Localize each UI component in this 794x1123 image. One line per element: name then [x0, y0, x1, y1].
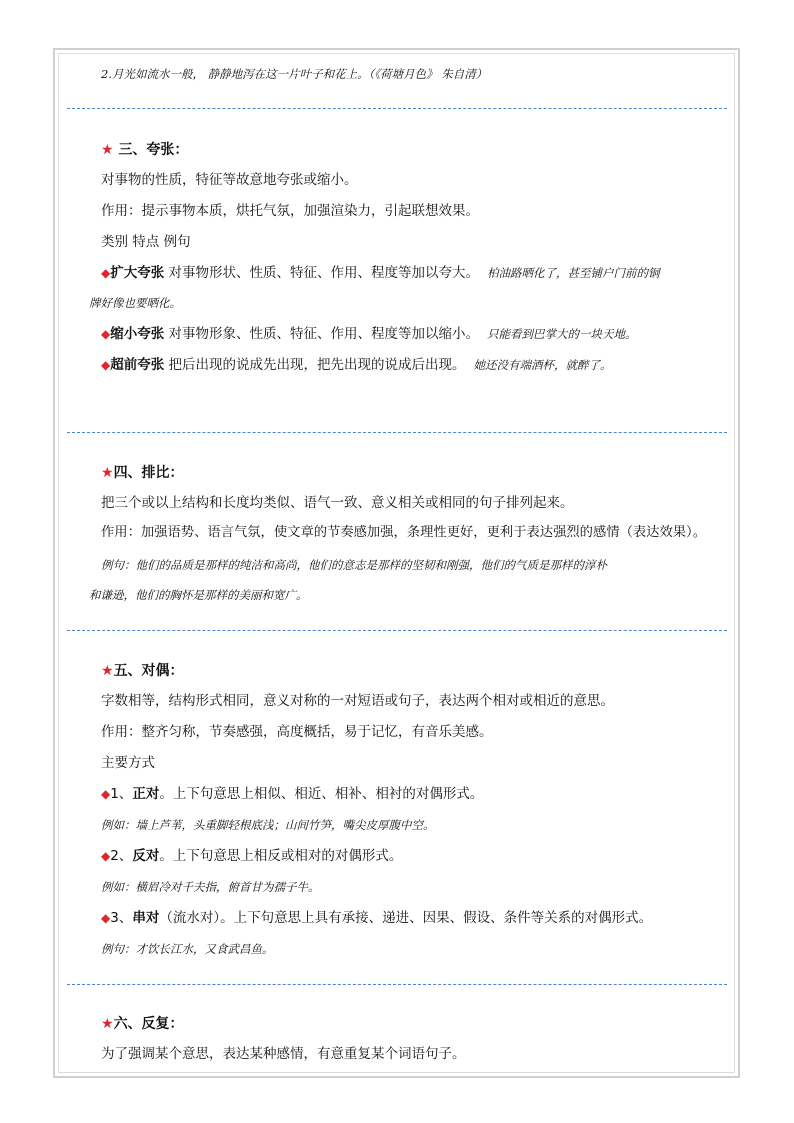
item-desc: 把后出现的说成先出现，把先出现的说成后出现。: [164, 357, 466, 373]
item-desc: 。上下句意思上相似、相近、相补、相衬的对偶形式。: [159, 786, 484, 802]
parallelism-title: 四、排比：: [113, 465, 184, 481]
section-title-repetition: [101, 1014, 184, 1034]
section-title-parallelism: [101, 463, 184, 483]
item-number: 1、: [110, 786, 133, 802]
diamond-bullet-icon: ◆: [101, 849, 111, 863]
item-name: 超前夸张: [110, 357, 165, 373]
parallelism-example: 例句：他们的品质是那样的纯洁和高尚，他们的意志是那样的坚韧和刚强，他们的气质是那样的淳朴: [101, 558, 607, 572]
item-desc: 对事物形象、性质、特征、作用、程度等加以缩小。: [164, 326, 480, 342]
diamond-bullet-icon: ◆: [101, 327, 111, 341]
antithesis-item-flowing-example: 例句：才饮长江水，又食武昌鱼。: [101, 942, 274, 956]
antithesis-function: 作用：整齐匀称，节奏感强，高度概括，易于记忆，有音乐美感。: [101, 724, 493, 740]
item-number: 3、: [110, 910, 133, 926]
antithesis-item-flowing: [101, 908, 652, 928]
hyperbole-item-shrink: [101, 324, 637, 344]
star-icon: ★: [101, 1016, 114, 1032]
parallelism-definition: 把三个或以上结构和长度均类似、语气一致、意义相关或相同的句子排列起来。: [101, 495, 574, 511]
star-icon: ★: [101, 142, 114, 158]
section-title-antithesis: [101, 661, 184, 681]
antithesis-definition: 字数相等，结构形式相同，意义对称的一对短语或句子，表达两个相对或相近的意思。: [101, 693, 614, 709]
hyperbole-item-expand-example-cont: 牌好像也要晒化。: [89, 296, 181, 310]
hyperbole-columns: 类别 特点 例句: [101, 234, 191, 250]
item-example: 柏油路晒化了，甚至铺户门前的铜: [487, 266, 660, 280]
antithesis-item-positive-example: 例如：墙上芦苇，头重脚轻根底浅；山间竹笋，嘴尖皮厚腹中空。: [101, 818, 435, 832]
item-example: 只能看到巴掌大的一块天地。: [487, 327, 637, 341]
repetition-definition: 为了强调某个意思，表达某种感情，有意重复某个词语句子。: [101, 1046, 466, 1062]
star-icon: ★: [101, 465, 114, 481]
diamond-bullet-icon: ◆: [101, 911, 111, 925]
antithesis-item-opposite-example: 例如：横眉冷对千夫指，俯首甘为孺子牛。: [101, 880, 320, 894]
item-desc: （流水对）。上下句意思上具有承接、递进、因果、假设、条件等关系的对偶形式。: [159, 910, 653, 926]
section-divider: [67, 108, 727, 109]
item-name: 正对: [132, 786, 160, 802]
section-divider: [67, 432, 727, 433]
hyperbole-title: 三、夸张：: [118, 142, 189, 158]
diamond-bullet-icon: ◆: [101, 787, 111, 801]
item-name: 缩小夸张: [110, 326, 165, 342]
hyperbole-item-expand: [101, 263, 660, 283]
antithesis-item-positive: [101, 784, 483, 804]
intro-example-2: 2.月光如流水一般， 静静地泻在这一片叶子和花上。（《荷塘月色》 朱自清）: [101, 67, 488, 81]
item-example: 她还没有端酒杯，就醉了。: [473, 358, 612, 372]
item-name: 反对: [132, 848, 160, 864]
section-title-hyperbole: [101, 140, 188, 160]
item-name: 串对: [132, 910, 160, 926]
item-name: 扩大夸张: [110, 265, 165, 281]
item-desc: 。上下句意思上相反或相对的对偶形式。: [159, 848, 403, 864]
antithesis-title: 五、对偶：: [113, 663, 184, 679]
antithesis-modes: 主要方式: [101, 755, 155, 771]
section-divider: [67, 630, 727, 631]
diamond-bullet-icon: ◆: [101, 358, 111, 372]
star-icon: ★: [101, 663, 114, 679]
parallelism-function: 作用：加强语势、语言气氛，使文章的节奏感加强，条理性更好，更利于表达强烈的感情（表达效果）。: [101, 525, 707, 540]
item-number: 2、: [110, 848, 133, 864]
parallelism-example-cont: 和谦逊，他们的胸怀是那样的美丽和宽广。: [89, 588, 308, 602]
antithesis-item-opposite: [101, 846, 402, 866]
repetition-title: 六、反复：: [113, 1016, 184, 1032]
diamond-bullet-icon: ◆: [101, 266, 111, 280]
item-desc: 对事物形状、性质、特征、作用、程度等加以夸大。: [164, 265, 480, 281]
hyperbole-function: 作用：提示事物本质，烘托气氛，加强渲染力，引起联想效果。: [101, 203, 479, 219]
page-frame: [53, 48, 740, 1078]
hyperbole-item-advance: [101, 355, 612, 375]
section-divider: [67, 984, 727, 985]
hyperbole-definition: 对事物的性质，特征等故意地夸张或缩小。: [101, 172, 358, 188]
